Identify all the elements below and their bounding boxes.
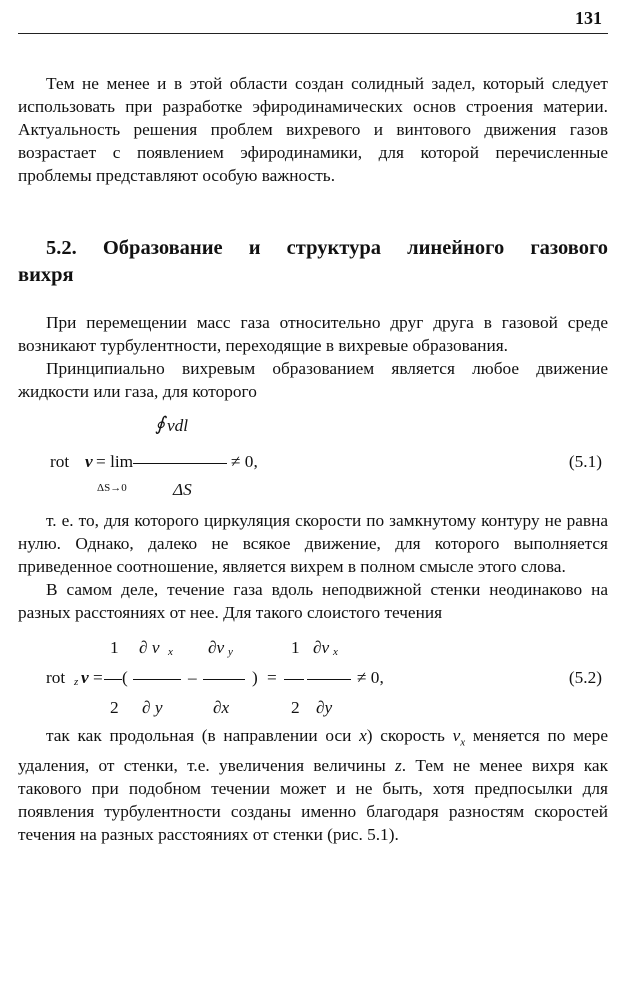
- term3-fraction-bar: [307, 679, 351, 680]
- equals-sign: =: [93, 668, 103, 687]
- page-number: 131: [575, 8, 602, 28]
- minus-sign: –: [188, 668, 197, 687]
- equals-lim: = lim: [96, 452, 134, 471]
- not-equal-zero: ≠ 0,: [357, 668, 384, 687]
- limit-subscript: ΔS→0: [97, 482, 127, 494]
- integrand: vdl: [167, 416, 189, 435]
- term3-numerator-sub: x: [333, 646, 338, 658]
- paragraph-circulation: т. е. то, для которого циркуляция скорости по замкнутому контуру не равна нулю. Однако, далеко не всякое движение, для которого выполняется приведенное соотношение, является вихрем в полном смысле этого слова.: [18, 511, 608, 576]
- half2-fraction-bar: [284, 679, 304, 680]
- paragraph-conclusion: так как продольная (в направлении оси x) скорость $v_x$ меняется по мере удаления, от стенки, т.е. увеличения величины z. Тем не менее вихря как такового при подобном течении может и не быть, хотя предпосылки для появления турбулентности созданы именно благодаря разностям скоростей течения на разных расстояниях от стенки (рис. 5.1).: [18, 726, 608, 845]
- equation-number: (5.1): [568, 452, 602, 471]
- velocity-vector: v: [81, 668, 89, 687]
- contour-integral-sign: ∮: [155, 414, 165, 435]
- half-numerator: 1: [110, 638, 119, 657]
- term2-numerator: ∂v: [208, 638, 225, 657]
- term1-fraction-bar: [133, 679, 181, 680]
- term2-denominator: ∂x: [213, 698, 230, 717]
- half2-denominator: 2: [291, 698, 300, 717]
- half2-numerator: 1: [291, 638, 300, 657]
- paragraph-layered-flow: В самом деле, течение газа вдоль неподвижной стенки неодинаково на разных расстояниях от нее. Для такого слоистого течения: [18, 580, 608, 622]
- close-paren: ): [252, 668, 258, 687]
- equals-sign-2: =: [267, 668, 277, 687]
- paragraph-turbulence: При перемещении масс газа относительно друг друга в газовой среде возникают турбулентности, переходящие в вихревые образования.: [18, 313, 608, 355]
- term3-numerator: ∂v: [313, 638, 330, 657]
- equation-5-2: [18, 624, 608, 724]
- term2-numerator-sub: y: [228, 646, 233, 658]
- velocity-vector: v: [85, 452, 93, 471]
- half-fraction-bar: [104, 679, 122, 680]
- equation-number: (5.2): [568, 668, 602, 687]
- rot-label: rot: [50, 452, 70, 471]
- term2-fraction-bar: [203, 679, 245, 680]
- header-rule: [18, 33, 608, 34]
- term3-denominator: ∂y: [316, 698, 333, 717]
- section-heading: 5.2. Образование и структура линейного газового вихря: [18, 237, 608, 286]
- page-content: [18, 72, 608, 846]
- rot-subscript-z: z: [74, 676, 79, 688]
- not-equal-zero: ≠ 0,: [231, 452, 258, 471]
- term1-numerator: ∂ v: [139, 638, 160, 657]
- fraction-bar: [133, 463, 227, 464]
- denominator-delta-s: ΔS: [173, 480, 192, 499]
- paragraph-vortex-definition: Принципиально вихревым образованием является любое движение жидкости или газа, для которого: [18, 359, 608, 401]
- equation-5-1: [18, 403, 608, 509]
- open-paren: (: [122, 668, 128, 687]
- term1-numerator-sub: x: [168, 646, 173, 658]
- term1-denominator: ∂ y: [142, 698, 163, 717]
- paragraph-intro: Тем не менее и в этой области создан солидный задел, который следует использовать при разработке эфиродинамических основ строения материи. Актуальность решения проблем вихревого и винтового движения газов возрастает с появлением эфиродинамики, для которой перечисленные проблемы представляют особую важность.: [18, 74, 608, 185]
- half-denominator: 2: [110, 698, 119, 717]
- rot-label: rot: [46, 668, 66, 687]
